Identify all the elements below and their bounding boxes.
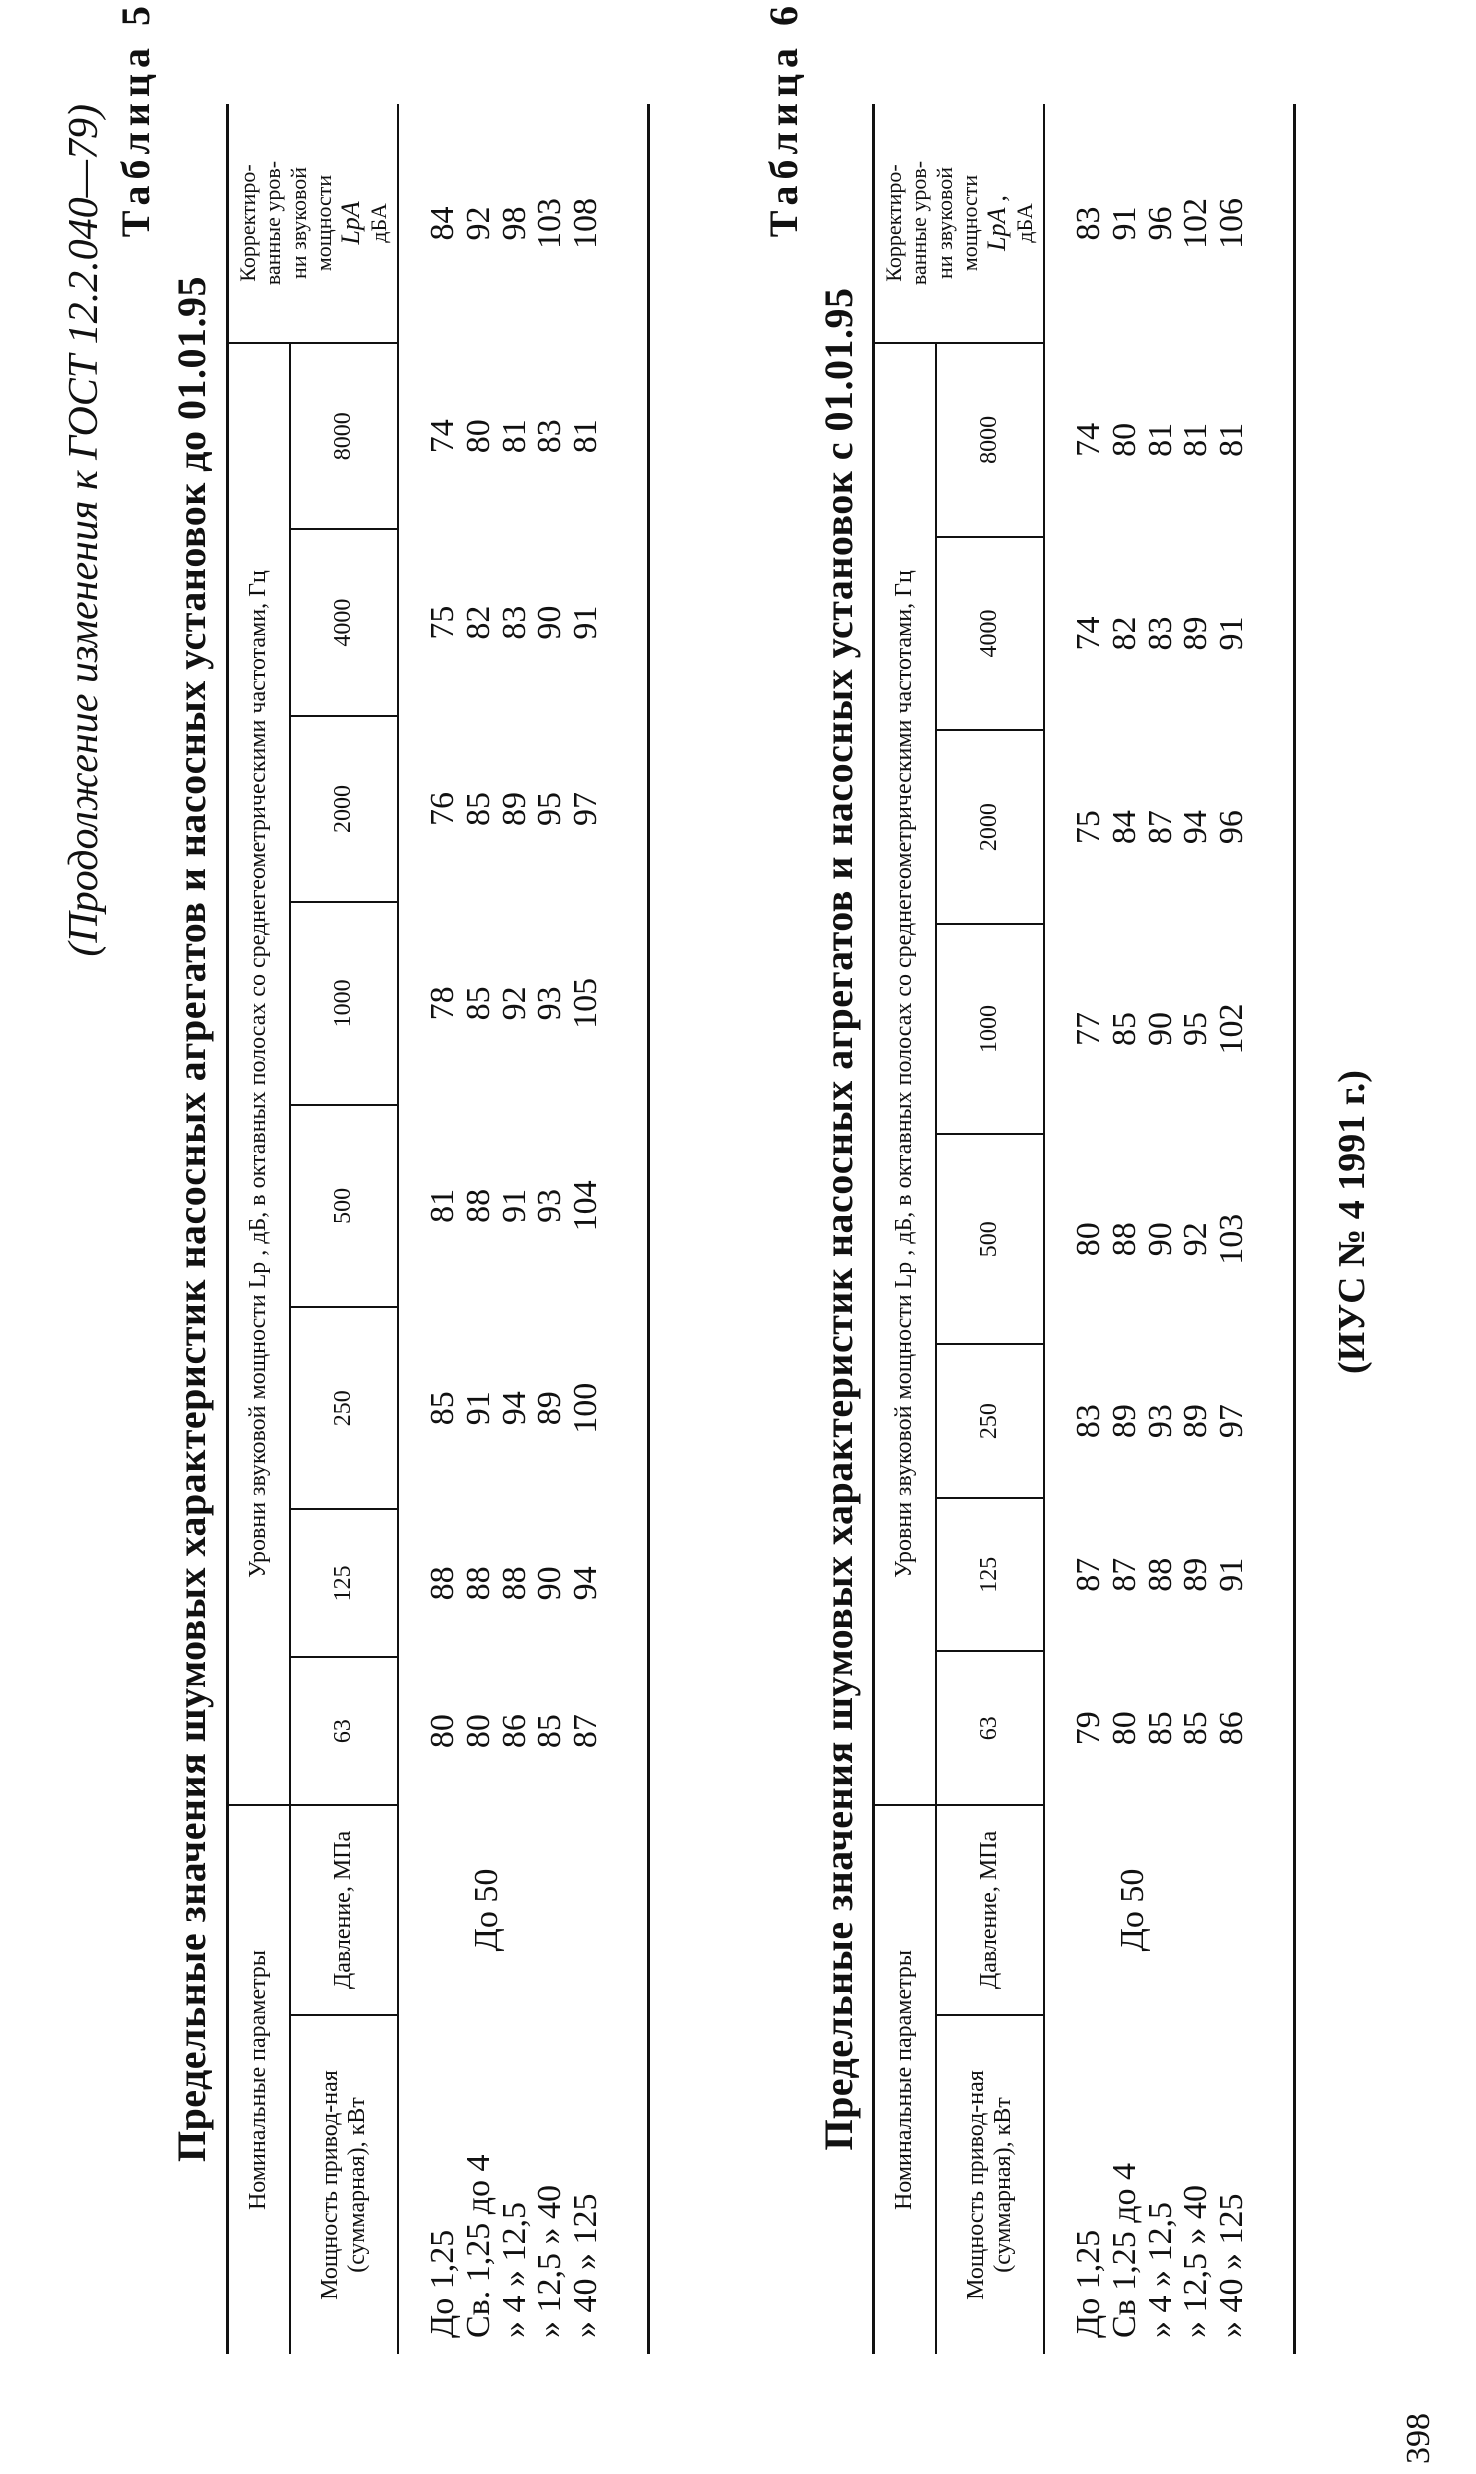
corrected-line: LpA bbox=[336, 201, 366, 245]
value: 85 bbox=[531, 1714, 569, 1749]
power-cell bbox=[398, 2015, 648, 2354]
value: 77 bbox=[1070, 1011, 1108, 1046]
corrected-line: LpA , bbox=[982, 195, 1012, 251]
value: 95 bbox=[531, 792, 569, 826]
value: 92 bbox=[1177, 1222, 1215, 1257]
value: 88 bbox=[460, 1566, 498, 1601]
value: 74 bbox=[1070, 422, 1108, 457]
sound-levels-text: Уровни звуковой мощности Lр , дБ, в октавных полосах со среднегеометрическими частотами, Гц bbox=[245, 570, 272, 1578]
value: 81 bbox=[495, 419, 533, 454]
value: 105 bbox=[567, 977, 605, 1029]
value: 93 bbox=[531, 1188, 569, 1223]
power-row: До 1,25 bbox=[424, 2229, 462, 2338]
value: 88 bbox=[1106, 1222, 1144, 1257]
value: 80 bbox=[1106, 1711, 1144, 1746]
col-8000 bbox=[1044, 343, 1294, 537]
corrected-line: мощности bbox=[956, 174, 982, 272]
value: 87 bbox=[1070, 1557, 1108, 1592]
col-8000 bbox=[398, 343, 648, 529]
freq-250: 250 bbox=[936, 1344, 1044, 1498]
corrected-line: ванные уров- bbox=[906, 160, 932, 286]
value: 100 bbox=[567, 1382, 605, 1434]
corrected-line: мощности bbox=[310, 174, 336, 272]
value: 85 bbox=[460, 986, 498, 1021]
pressure-value: До 50 bbox=[1114, 1868, 1152, 1952]
value: 103 bbox=[1213, 1213, 1251, 1265]
value: 88 bbox=[424, 1566, 462, 1601]
value: 84 bbox=[424, 206, 462, 241]
col-corrected bbox=[1044, 104, 1294, 343]
value: 91 bbox=[460, 1391, 498, 1426]
value: 89 bbox=[1177, 1404, 1215, 1439]
table-label: Таблица 5 bbox=[113, 0, 158, 238]
col-1000 bbox=[398, 902, 648, 1104]
value: 80 bbox=[460, 1714, 498, 1749]
pressure-header: Давление, МПа bbox=[290, 1805, 398, 2015]
corrected-line: дБА bbox=[1012, 203, 1038, 243]
col-125 bbox=[1044, 1498, 1294, 1652]
corrected-line: ни звуковой bbox=[931, 167, 957, 279]
page-number: 398 bbox=[1400, 2413, 1437, 2464]
pressure-header: Давление, МПа bbox=[936, 1805, 1044, 2015]
value: 79 bbox=[1070, 1711, 1108, 1746]
value: 85 bbox=[1141, 1711, 1179, 1746]
corrected-line: ни звуковой bbox=[285, 167, 311, 279]
value: 80 bbox=[424, 1714, 462, 1749]
value: 89 bbox=[1177, 616, 1215, 651]
power-row: » 4 » 12,5 bbox=[495, 2202, 533, 2338]
value: 93 bbox=[531, 986, 569, 1021]
freq-2000: 2000 bbox=[290, 716, 398, 902]
power-row: До 1,25 bbox=[1070, 2229, 1108, 2338]
value: 97 bbox=[1213, 1404, 1251, 1439]
value: 106 bbox=[1213, 198, 1251, 249]
col-500 bbox=[1044, 1134, 1294, 1344]
value: 90 bbox=[1141, 1222, 1179, 1257]
power-row: » 12,5 » 40 bbox=[531, 2185, 569, 2338]
value: 75 bbox=[1070, 810, 1108, 845]
corrected-line: ванные уров- bbox=[260, 160, 286, 286]
freq-500: 500 bbox=[936, 1134, 1044, 1344]
col-2000 bbox=[1044, 730, 1294, 924]
pressure-cell bbox=[1044, 1805, 1294, 2015]
value: 91 bbox=[567, 605, 605, 640]
value: 86 bbox=[495, 1714, 533, 1749]
value: 108 bbox=[567, 198, 605, 249]
value: 81 bbox=[424, 1188, 462, 1223]
power-header: Мощность привод-ная (суммарная), кВт bbox=[936, 2015, 1044, 2354]
freq-4000: 4000 bbox=[936, 537, 1044, 731]
value: 90 bbox=[531, 605, 569, 640]
power-row: Св. 1,25 до 4 bbox=[460, 2154, 498, 2338]
value: 102 bbox=[1213, 1003, 1251, 1055]
value: 74 bbox=[424, 419, 462, 454]
value: 86 bbox=[1213, 1711, 1251, 1746]
power-cell bbox=[1044, 2015, 1294, 2354]
value: 82 bbox=[1106, 616, 1144, 651]
value: 89 bbox=[531, 1391, 569, 1426]
value: 80 bbox=[1070, 1222, 1108, 1257]
power-row: » 40 » 125 bbox=[567, 2193, 605, 2338]
value: 94 bbox=[495, 1391, 533, 1426]
col-125 bbox=[398, 1509, 648, 1657]
value: 103 bbox=[531, 198, 569, 249]
pressure-value: До 50 bbox=[468, 1868, 506, 1952]
value: 87 bbox=[1106, 1557, 1144, 1592]
nominal-params-header: Номинальные параметры bbox=[228, 1805, 291, 2354]
value: 91 bbox=[1213, 1557, 1251, 1592]
value: 85 bbox=[424, 1391, 462, 1426]
value: 104 bbox=[567, 1180, 605, 1232]
ius-footer-note: (ИУС № 4 1991 г.) bbox=[1331, 1070, 1373, 1374]
sound-levels-header bbox=[874, 343, 937, 1805]
table-label: Таблица 6 bbox=[761, 0, 806, 238]
col-63 bbox=[398, 1657, 648, 1805]
value: 82 bbox=[460, 605, 498, 640]
value: 81 bbox=[567, 419, 605, 454]
value: 75 bbox=[424, 605, 462, 640]
value: 96 bbox=[1213, 810, 1251, 845]
power-row: Св 1,25 до 4 bbox=[1106, 2162, 1144, 2338]
value: 91 bbox=[1106, 206, 1144, 241]
freq-125: 125 bbox=[290, 1509, 398, 1657]
col-250 bbox=[398, 1307, 648, 1509]
freq-1000: 1000 bbox=[936, 924, 1044, 1134]
value: 97 bbox=[567, 792, 605, 826]
power-header: Мощность привод-ная (суммарная), кВт bbox=[290, 2015, 398, 2354]
corrected-levels-header bbox=[874, 104, 1045, 343]
value: 85 bbox=[460, 792, 498, 826]
corrected-line: дБА bbox=[366, 203, 392, 243]
freq-250: 250 bbox=[290, 1307, 398, 1509]
freq-2000: 2000 bbox=[936, 730, 1044, 924]
freq-8000: 8000 bbox=[290, 343, 398, 529]
value: 80 bbox=[460, 419, 498, 454]
nominal-params-header: Номинальные параметры bbox=[874, 1805, 937, 2354]
col-4000 bbox=[1044, 537, 1294, 731]
value: 89 bbox=[495, 792, 533, 826]
table-title: Предельные значения шумовых характеристик насосных агрегатов и насосных установок до 01.01.95 bbox=[169, 275, 214, 2163]
value: 81 bbox=[1213, 422, 1251, 457]
sound-levels-header bbox=[228, 343, 291, 1805]
corrected-line: Корректиро- bbox=[881, 164, 906, 282]
freq-1000: 1000 bbox=[290, 902, 398, 1104]
corrected-levels-header bbox=[228, 104, 399, 343]
value: 96 bbox=[1141, 206, 1179, 241]
freq-8000: 8000 bbox=[936, 343, 1044, 537]
value: 81 bbox=[1177, 422, 1215, 457]
value: 98 bbox=[495, 206, 533, 241]
noise-table-5 bbox=[226, 104, 650, 2354]
value: 85 bbox=[1106, 1011, 1144, 1046]
value: 87 bbox=[1141, 810, 1179, 845]
value: 88 bbox=[495, 1566, 533, 1601]
corrected-line: Корректиро- bbox=[235, 164, 260, 282]
freq-4000: 4000 bbox=[290, 529, 398, 715]
value: 83 bbox=[1141, 616, 1179, 651]
value: 93 bbox=[1141, 1404, 1179, 1439]
value: 92 bbox=[460, 206, 498, 241]
value: 88 bbox=[1141, 1557, 1179, 1592]
header-note: (Продолжение изменения к ГОСТ 12.2.040—79) bbox=[61, 104, 107, 957]
value: 83 bbox=[1070, 1404, 1108, 1439]
col-500 bbox=[398, 1105, 648, 1307]
value: 89 bbox=[1177, 1557, 1215, 1592]
value: 88 bbox=[460, 1188, 498, 1223]
value: 90 bbox=[531, 1566, 569, 1601]
col-corrected bbox=[398, 104, 648, 343]
value: 83 bbox=[495, 605, 533, 640]
table-title: Предельные значения шумовых характеристик насосных агрегатов и насосных установок с 01.01.95 bbox=[816, 287, 861, 2151]
value: 102 bbox=[1177, 198, 1215, 249]
col-2000 bbox=[398, 716, 648, 902]
value: 94 bbox=[1177, 810, 1215, 845]
value: 91 bbox=[495, 1188, 533, 1223]
col-250 bbox=[1044, 1344, 1294, 1498]
pressure-cell bbox=[398, 1805, 648, 2015]
value: 83 bbox=[531, 419, 569, 454]
sound-levels-text: Уровни звуковой мощности Lр , дБ, в октавных полосах со среднегеометрическими частотами, Гц bbox=[891, 570, 918, 1578]
power-row: » 12,5 » 40 bbox=[1177, 2185, 1215, 2338]
value: 81 bbox=[1141, 422, 1179, 457]
freq-63: 63 bbox=[290, 1657, 398, 1805]
freq-125: 125 bbox=[936, 1498, 1044, 1652]
value: 84 bbox=[1106, 810, 1144, 845]
col-63 bbox=[1044, 1651, 1294, 1805]
freq-63: 63 bbox=[936, 1651, 1044, 1805]
value: 89 bbox=[1106, 1404, 1144, 1439]
power-row: » 40 » 125 bbox=[1213, 2193, 1251, 2338]
value: 76 bbox=[424, 792, 462, 826]
value: 87 bbox=[567, 1714, 605, 1749]
value: 80 bbox=[1106, 422, 1144, 457]
noise-table-6 bbox=[872, 104, 1296, 2354]
freq-500: 500 bbox=[290, 1105, 398, 1307]
value: 95 bbox=[1177, 1011, 1215, 1046]
col-4000 bbox=[398, 529, 648, 715]
value: 74 bbox=[1070, 616, 1108, 651]
value: 90 bbox=[1141, 1011, 1179, 1046]
value: 94 bbox=[567, 1566, 605, 1601]
value: 83 bbox=[1070, 206, 1108, 241]
value: 85 bbox=[1177, 1711, 1215, 1746]
value: 92 bbox=[495, 986, 533, 1021]
value: 78 bbox=[424, 986, 462, 1021]
value: 91 bbox=[1213, 616, 1251, 651]
col-1000 bbox=[1044, 924, 1294, 1134]
power-row: » 4 » 12,5 bbox=[1141, 2202, 1179, 2338]
